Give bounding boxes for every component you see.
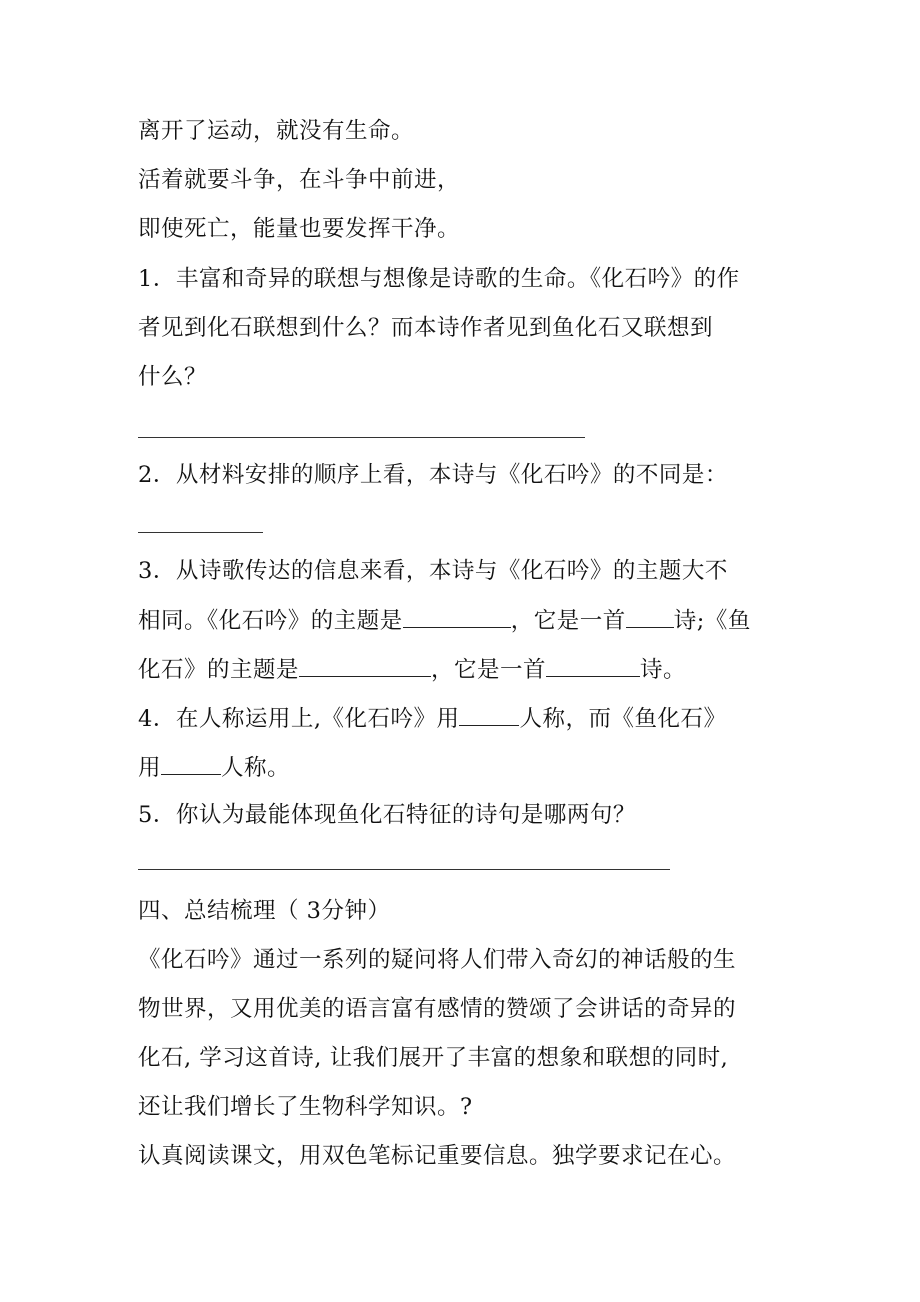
answer-blank-q3-theme-2[interactable] <box>299 654 431 677</box>
answer-blank-q4-1[interactable] <box>459 703 519 726</box>
instruction-line: 认真阅读课文，用双色笔标记重要信息。独学要求记在心。 <box>138 1143 737 1169</box>
question-5: 5．你认为最能体现鱼化石特征的诗句是哪两句？ <box>138 802 636 828</box>
question-4-line <box>138 703 726 734</box>
summary-line: 《化石吟》通过一系列的疑问将人们带入奇幻的神话般的生 <box>138 947 737 973</box>
answer-blank-q3-type-2[interactable] <box>546 654 640 677</box>
q3-text: 相同。《化石吟》的主题是 <box>138 608 403 634</box>
poem-line: 活着就要斗争，在斗争中前进， <box>138 167 461 193</box>
answer-line-q5[interactable] <box>138 869 670 870</box>
question-1-line: 什么？ <box>138 364 208 390</box>
summary-line: 化石, 学习这首诗, 让我们展开了丰富的想象和联想的同时, <box>138 1045 729 1071</box>
answer-blank-q4-2[interactable] <box>161 752 221 775</box>
question-3-line <box>138 654 686 685</box>
answer-blank-q3-type-1[interactable] <box>626 605 674 628</box>
q3-text: 诗。 <box>640 657 687 683</box>
q4-text: 4．在人称运用上,《化石吟》用 <box>138 706 460 732</box>
question-1-line: 者见到化石联想到什么？而本诗作者见到鱼化石又联想到 <box>138 315 714 341</box>
question-1-line: 1．丰富和奇异的联想与想像是诗歌的生命。《化石吟》的作 <box>138 266 740 292</box>
poem-line: 即使死亡，能量也要发挥干净。 <box>138 216 461 242</box>
question-3-line: 3．从诗歌传达的信息来看，本诗与《化石吟》的主题大不 <box>138 558 728 584</box>
q4-text: 人称。 <box>221 755 291 781</box>
question-3-line <box>138 605 751 636</box>
q3-text: 诗;《鱼 <box>673 608 751 634</box>
answer-line-q1[interactable] <box>138 437 585 438</box>
poem-line: 离开了运动，就没有生命。 <box>138 118 415 144</box>
answer-line-q2[interactable] <box>138 532 263 533</box>
question-4-line <box>138 752 290 783</box>
q4-text: 用 <box>138 755 162 781</box>
section-heading: 四、总结梳理（ 3分钟） <box>138 898 391 924</box>
summary-line: 还让我们增长了生物科学知识。? <box>138 1094 473 1120</box>
q3-text: ，它是一首 <box>431 657 547 683</box>
q3-text: 化石》的主题是 <box>138 657 300 683</box>
answer-blank-q3-theme-1[interactable] <box>403 605 511 628</box>
q3-text: ，它是一首 <box>510 608 626 634</box>
question-2: 2．从材料安排的顺序上看，本诗与《化石吟》的不同是： <box>138 462 728 488</box>
q4-text: 人称，而《鱼化石》 <box>519 706 727 732</box>
summary-line: 物世界，又用优美的语言富有感情的赞颂了会讲话的奇异的 <box>138 996 737 1022</box>
